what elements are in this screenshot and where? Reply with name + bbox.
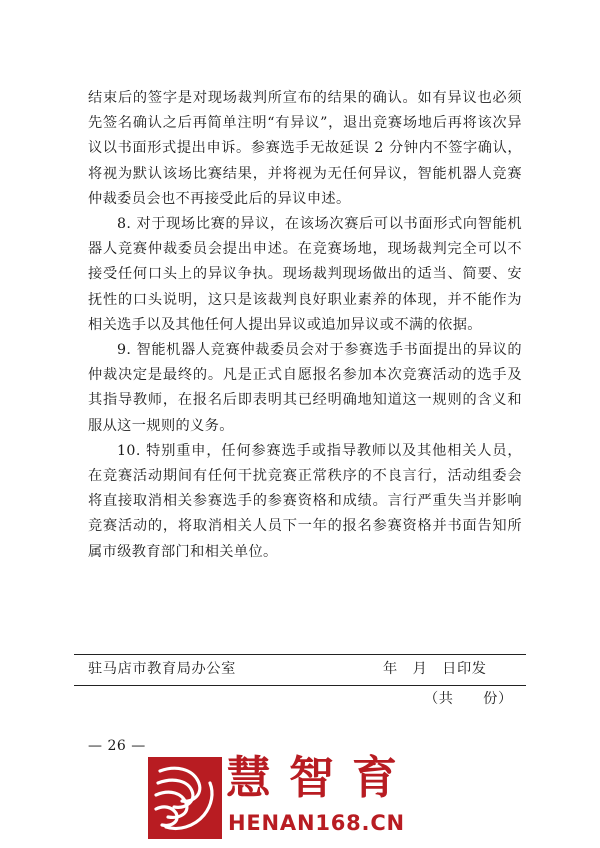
paragraph-item-8: 8. 对于现场比赛的异议，在该场次赛后可以书面形式向智能机器人竞赛仲裁委员会提出申述。在竞赛场地，现场裁判完全可以不接受任何口头上的异议争执。现场裁判现场做出的适当、简要、安抚性的口头说明，这只是该裁判良好职业素养的体现，并不能作为相关选手以及其他任何人提出异议或追加异议或不满的依据。 <box>88 216 522 333</box>
swirl-logo-icon <box>148 757 222 839</box>
imprint-copies: （共 份） <box>424 691 513 707</box>
paragraph-signature-confirmation: 结束后的签字是对现场裁判所宣布的结果的确认。如有异议也必须先签名确认之后再简单注明“有异议”，退出竞赛场地后再将该次异议以书面形式提出申诉。参赛选手无故延误 2 分钟内不签字确认，将视为默认该场比赛结果，并将视为无任何异议，智能机器人竞赛仲裁委员会也不再接受此后的异议申述。 <box>88 90 522 207</box>
paragraph-item-10: 10. 特别重申，任何参赛选手或指导教师以及其他相关人员，在竞赛活动期间有任何干扰竞赛正常秩序的不良言行，活动组委会将直接取消相关参赛选手的参赛资格和成绩。言行严重失当并影响竞赛活动的，将取消相关人员下一年的报名参赛资格并书面告知所属市级教育部门和相关单位。 <box>88 442 522 560</box>
paragraph-item-9: 9. 智能机器人竞赛仲裁委员会对于参赛选手书面提出的异议的仲裁决定是最终的。凡是正式自愿报名参加本次竞赛活动的选手及其指导教师，在报名后即表明其已经明确地知道这一规则的含义和服从这一规则的义务。 <box>88 342 522 434</box>
watermark-url: HENAN168.CN <box>228 811 405 835</box>
watermark-name: 慧智育 <box>226 751 416 804</box>
imprint-date: 年 月 日印发 <box>383 661 487 677</box>
page-number: — 26 — <box>88 738 146 754</box>
document-body <box>88 86 522 565</box>
watermark <box>148 751 448 841</box>
imprint-top-rule <box>74 654 526 655</box>
imprint-issuer: 驻马店市教育局办公室 <box>88 661 236 677</box>
